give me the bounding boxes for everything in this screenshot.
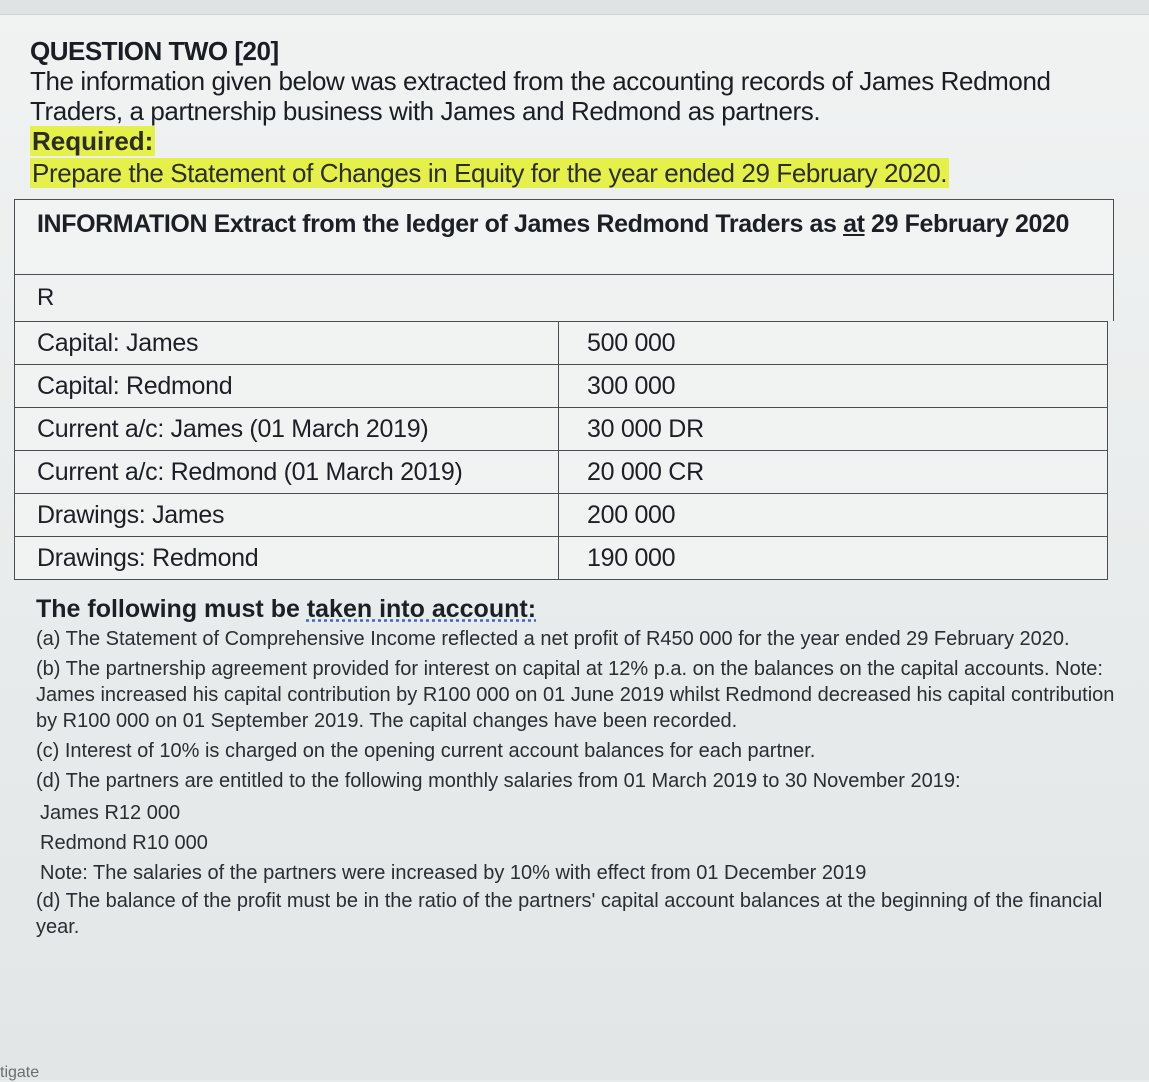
table-row	[15, 322, 1108, 365]
salary-item: James R12 000	[40, 802, 181, 824]
cropped-footer-text: tigate	[0, 1064, 40, 1081]
row-label: Drawings: Redmond	[15, 537, 559, 580]
table-row	[15, 365, 1108, 408]
required-task: Prepare the Statement of Changes in Equity for the year ended 29 February 2020.	[32, 158, 948, 188]
top-edge	[0, 0, 1149, 15]
currency-row: R	[14, 274, 1114, 321]
row-label: Capital: Redmond	[15, 365, 559, 408]
row-amount: 500 000	[559, 322, 1108, 365]
ledger-table	[14, 199, 1114, 580]
table-row	[15, 451, 1108, 494]
required-label: Required:	[32, 126, 154, 156]
table-row	[15, 537, 1108, 580]
row-amount: 190 000	[559, 537, 1108, 580]
notes-title: The following must be taken into account:	[36, 595, 537, 623]
question-intro: The information given below was extracted from the accounting records of James Redmond Traders, a partnership business with James and Redmond as partners.	[30, 66, 1051, 126]
ledger-rows	[14, 321, 1108, 580]
notes-section	[36, 592, 1126, 944]
ledger-header: INFORMATION Extract from the ledger of James Redmond Traders as at 29 February 2020	[14, 199, 1114, 274]
table-row	[15, 494, 1108, 537]
row-amount: 30 000 DR	[559, 408, 1108, 451]
row-amount: 20 000 CR	[559, 451, 1108, 494]
note-item: (a) The Statement of Comprehensive Income reflected a net profit of R450 000 for the year ended 29 February 2020.	[36, 628, 1070, 650]
note-item: (d) The balance of the profit must be in the ratio of the partners' capital account balances at the beginning of the financial year.	[36, 890, 1103, 938]
note-item: (c) Interest of 10% is charged on the opening current account balances for each partner.	[36, 740, 816, 762]
salary-note: Note: The salaries of the partners were increased by 10% with effect from 01 December 2019	[40, 862, 867, 884]
table-row	[15, 408, 1108, 451]
question-heading	[30, 36, 1120, 188]
row-label: Drawings: James	[15, 494, 559, 537]
notes-title-emphasis: taken into account:	[306, 595, 537, 623]
row-amount: 300 000	[559, 365, 1108, 408]
salary-item: Redmond R10 000	[40, 832, 208, 854]
question-title: QUESTION TWO [20]	[30, 36, 279, 66]
ledger-header-at: at	[843, 210, 865, 238]
note-item: (b) The partnership agreement provided for interest on capital at 12% p.a. on the balances on the capital accounts. Note: James increased his capital contribution by R100 000 on 01 June 2019 whilst Redmond decreased his capital contribution by R100 000 on 01 September 2019. The capital changes have been recorded.	[36, 658, 1115, 732]
row-label: Current a/c: Redmond (01 March 2019)	[15, 451, 559, 494]
note-item: (d) The partners are entitled to the following monthly salaries from 01 March 2019 to 30 November 2019:	[36, 770, 961, 792]
row-label: Current a/c: James (01 March 2019)	[15, 408, 559, 451]
row-amount: 200 000	[559, 494, 1108, 537]
row-label: Capital: James	[15, 322, 559, 365]
